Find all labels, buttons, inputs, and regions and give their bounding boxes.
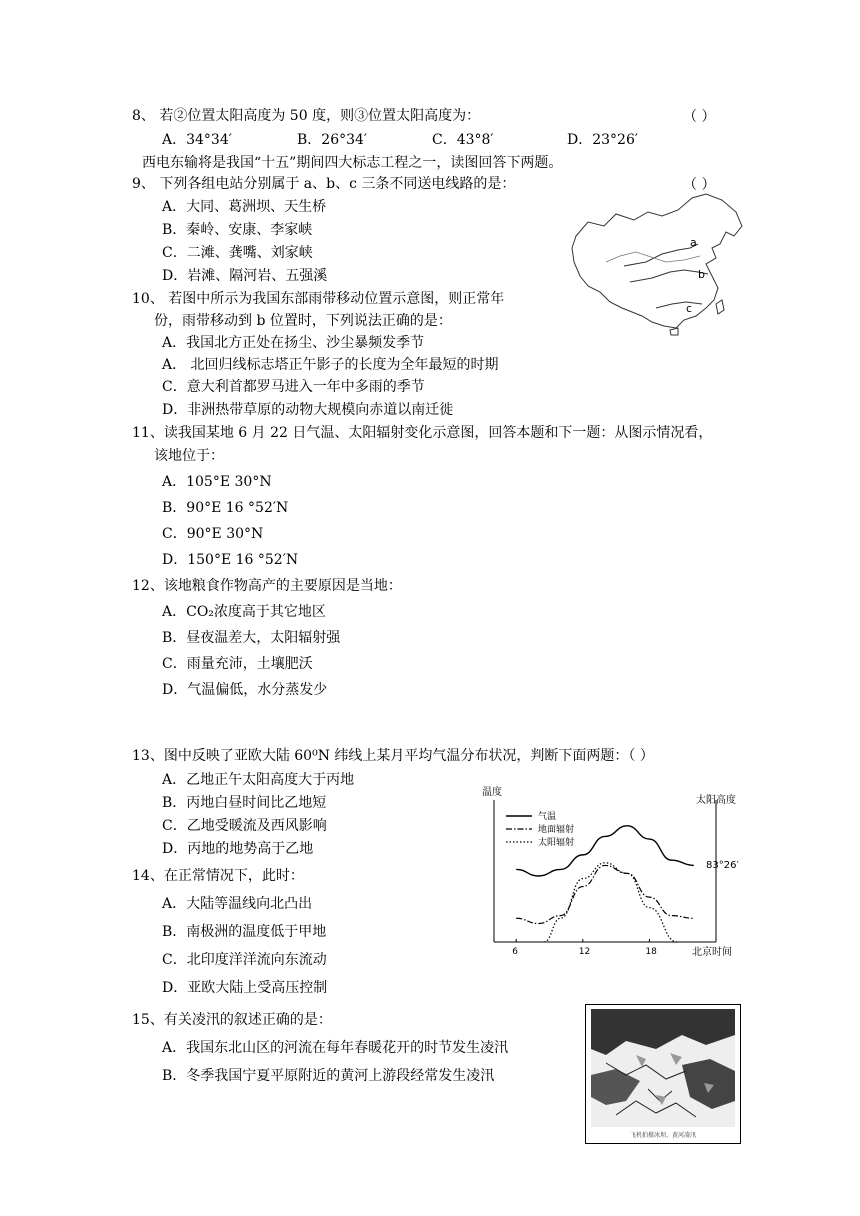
rain-belt-b (630, 270, 708, 282)
q10-option-a2: A． 北回归线标志塔正午影子的长度为全年最短的时期 (162, 357, 499, 373)
legend-label-ground-radiation: 地面辐射 (538, 825, 575, 835)
q11-option-d: D．150°E 16 °52′N (162, 552, 299, 568)
q8-option-d: D．23°26′ (567, 132, 639, 148)
x-tick-label-12: 12 (578, 947, 591, 957)
q9-answer-paren: （ ） (683, 177, 716, 193)
rain-belt-a (624, 244, 698, 266)
photo-caption: 飞机拍摄冰坝、黄河凌汛 (629, 1132, 696, 1139)
q8-answer-paren: （ ） (683, 109, 716, 125)
rain-belt-c (656, 302, 702, 308)
taiwan-outline (716, 300, 724, 314)
map-label-b: b (698, 268, 705, 281)
q11-option-c: C．90°E 30°N (162, 526, 264, 542)
x-tick-label-6: 6 (512, 947, 518, 957)
q12-option-a: A．CO₂浓度高于其它地区 (162, 604, 326, 620)
x-label: 北京时间 (692, 947, 732, 958)
map-river (606, 252, 700, 262)
q12-option-c: C．雨量充沛，土壤肥沃 (162, 656, 313, 672)
q13-stem: 13、图中反映了亚欧大陆 60⁰N 纬线上某月平均气温分布状况，判断下面两题：（ ） (132, 748, 654, 764)
q15-option-b: B．冬季我国宁夏平原附近的黄河上游段经常发生凌汛 (162, 1068, 495, 1084)
map-label-a: a (690, 236, 697, 249)
ice-flood-photo (586, 1005, 740, 1131)
q14-stem: 14、在正常情况下，此时： (132, 868, 304, 884)
legend-label-solar-radiation: 太阳辐射 (538, 838, 575, 848)
q11-option-a: A．105°E 30°N (162, 474, 272, 490)
q12-option-d: D．气温偏低，水分蒸发少 (162, 682, 328, 698)
ground-radiation-line (516, 865, 694, 923)
ice-flood-photo-frame (585, 1004, 741, 1144)
q9-option-d: D．岩滩、隔河岩、五强溪 (162, 268, 328, 284)
q14-option-d: D．亚欧大陆上受高压控制 (162, 980, 328, 996)
q10-stem-line1: 10、 若图中所示为我国东部雨带移动位置示意图，则正常年 (132, 291, 505, 307)
y-label-left: 温度 (482, 787, 502, 798)
q15-stem: 15、有关凌汛的叙述正确的是： (132, 1012, 332, 1028)
temperature-radiation-chart (480, 780, 750, 960)
q8-stem: 8、 若②位置太阳高度为 50 度，则③位置太阳高度为： (132, 108, 481, 124)
q9-stem: 9、 下列各组电站分别属于 a、b、c 三条不同送电线路的是： (132, 176, 516, 192)
q13-option-c: C．乙地受暖流及西风影响 (162, 818, 327, 834)
q11-stem-line1: 11、读我国某地 6 月 22 日气温、太阳辐射变化示意图，回答本题和下一题：从图示情况看， (132, 425, 713, 441)
q13-option-a: A．乙地正午太阳高度大于丙地 (162, 772, 355, 788)
map-label-c: c (686, 302, 693, 315)
solar-radiation-line (544, 863, 677, 942)
china-map-figure (566, 192, 752, 338)
q13-option-b: B．丙地白昼时间比乙地短 (162, 795, 327, 811)
q8-option-a: A．34°34′ (162, 132, 232, 148)
legend (506, 810, 574, 848)
q10-option-d: D．非洲热带草原的动物大规模向赤道以南迁徙 (162, 402, 454, 418)
legend-label-temperature: 气温 (538, 812, 557, 822)
q10-option-a: A．我国北方正处在扬尘、沙尘暴频发季节 (162, 335, 425, 351)
hainan-outline (670, 328, 678, 335)
q9-option-b: B．秦岭、安康、李家峡 (162, 222, 313, 238)
q15-option-a: A．我国东北山区的河流在每年春暖花开的时节发生凌汛 (162, 1040, 509, 1056)
q10-option-c: C．意大利首都罗马进入一年中多雨的季节 (162, 379, 425, 395)
x-tick-label-18: 18 (645, 947, 657, 957)
q12-stem: 12、该地粮食作物高产的主要原因是当地： (132, 578, 402, 594)
q11-option-b: B．90°E 16 °52′N (162, 500, 289, 516)
q14-option-a: A．大陆等温线向北凸出 (162, 896, 313, 912)
q8-option-b: B．26°34′ (297, 132, 368, 148)
q11-stem-line2: 该地位于： (154, 448, 224, 464)
y-label-right: 太阳高度 (696, 795, 736, 806)
q9-option-c: C．二滩、龚嘴、刘家峡 (162, 245, 313, 261)
q12-option-b: B．昼夜温差大，太阳辐射强 (162, 630, 341, 646)
q14-option-c: C．北印度洋洋流向东流动 (162, 952, 327, 968)
q9-option-a: A．大同、葛洲坝、天生桥 (162, 199, 327, 215)
right-annotation: 83°26′ (706, 860, 739, 871)
q8-option-c: C．43°8′ (432, 132, 494, 148)
q10-stem-line2: 份，雨带移动到 b 位置时，下列说法正确的是： (154, 313, 452, 329)
intro-9-10: 西电东输将是我国“十五”期间四大标志工程之一，读图回答下两题。 (142, 155, 563, 171)
q13-option-d: D．丙地的地势高于乙地 (162, 841, 314, 857)
q14-option-b: B．南极洲的温度低于甲地 (162, 924, 327, 940)
